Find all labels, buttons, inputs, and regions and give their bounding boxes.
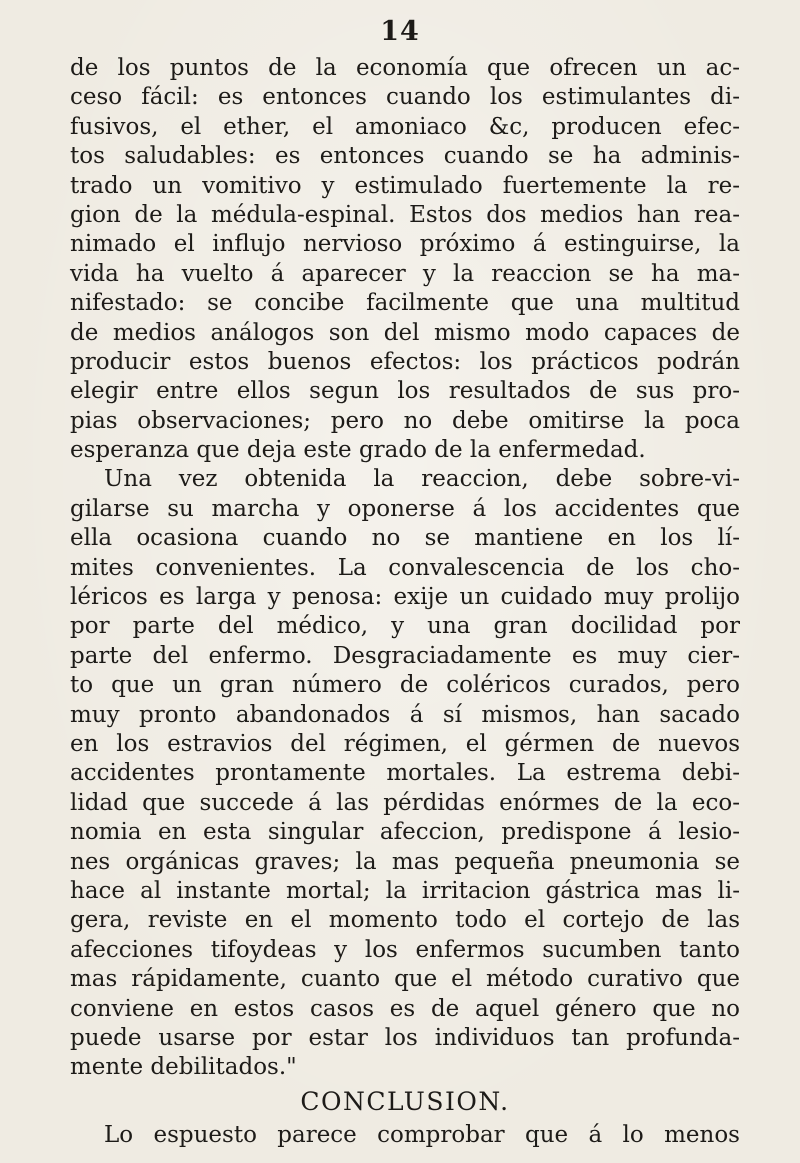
- text-line: tos saludables: es entonces cuando se ha adminis-: [70, 143, 740, 170]
- text-line: nimado el influjo nervioso próximo á estinguirse, la: [70, 231, 740, 258]
- page-number: 14: [380, 16, 420, 47]
- text-line: ella ocasiona cuando no se mantiene en los lí-: [70, 525, 740, 552]
- text-line: de medios análogos son del mismo modo capaces de: [70, 319, 740, 346]
- section-heading: CONCLUSION.: [300, 1086, 510, 1116]
- text-line: gera, reviste en el momento todo el cortejo de las: [70, 907, 740, 934]
- text-line: fusivos, el ether, el amoniaco &c, producen efec-: [70, 113, 740, 140]
- text-line: Una vez obtenida la reaccion, debe sobre-vi-: [104, 466, 740, 493]
- text-line: léricos es larga y penosa: exije un cuidado muy prolijo: [70, 584, 740, 611]
- text-line: afecciones tifoydeas y los enfermos sucumben tanto: [70, 936, 740, 963]
- text-line: gion de la médula-espinal. Estos dos medios han rea-: [70, 201, 740, 228]
- text-line: nes orgánicas graves; la mas pequeña pneumonia se: [70, 848, 740, 875]
- text-line: mas rápidamente, cuanto que el método curativo que: [70, 966, 740, 993]
- text-line: hace al instante mortal; la irritacion gástrica mas li-: [70, 877, 740, 904]
- text-line: gilarse su marcha y oponerse á los accidentes que: [70, 495, 740, 522]
- text-line: muy pronto abandonados á sí mismos, han sacado: [70, 701, 740, 728]
- text-line: por parte del médico, y una gran docilidad por: [70, 613, 740, 640]
- text-line: mente debilitados.": [70, 1054, 297, 1081]
- text-line: ceso fácil: es entonces cuando los estimulantes di-: [70, 84, 740, 111]
- text-line: elegir entre ellos segun los resultados de sus pro-: [70, 378, 740, 405]
- text-line: nomia en esta singular afeccion, predispone á lesio-: [70, 819, 740, 846]
- text-line: producir estos buenos efectos: los prácticos podrán: [70, 348, 740, 375]
- text-line: lidad que succede á las pérdidas enórmes de la eco-: [70, 789, 740, 816]
- text-line: puede usarse por estar los individuos tan profunda-: [70, 1024, 740, 1051]
- body-text: [70, 54, 740, 1151]
- text-line: esperanza que deja este grado de la enfermedad.: [70, 437, 646, 464]
- text-line: de los puntos de la economía que ofrecen un ac-: [70, 55, 740, 81]
- text-line: trado un vomitivo y estimulado fuertemente la re-: [70, 172, 740, 199]
- text-line: en los estravios del régimen, el gérmen de nuevos: [70, 730, 740, 757]
- text-line: conviene en estos casos es de aquel género que no: [70, 995, 740, 1022]
- text-line: pias observaciones; pero no debe omitirse la poca: [70, 407, 740, 434]
- text-line: vida ha vuelto á aparecer y la reaccion se ha ma-: [70, 260, 740, 287]
- text-line: parte del enfermo. Desgraciadamente es muy cier-: [70, 642, 740, 669]
- text-line: Lo espuesto parece comprobar que á lo menos: [104, 1121, 740, 1148]
- text-line: to que un gran número de coléricos curados, pero: [70, 672, 740, 699]
- text-line: nifestado: se concibe facilmente que una multitud: [70, 290, 740, 317]
- text-line: mites convenientes. La convalescencia de los cho-: [70, 554, 740, 581]
- text-line: accidentes prontamente mortales. La estrema debi-: [70, 760, 740, 787]
